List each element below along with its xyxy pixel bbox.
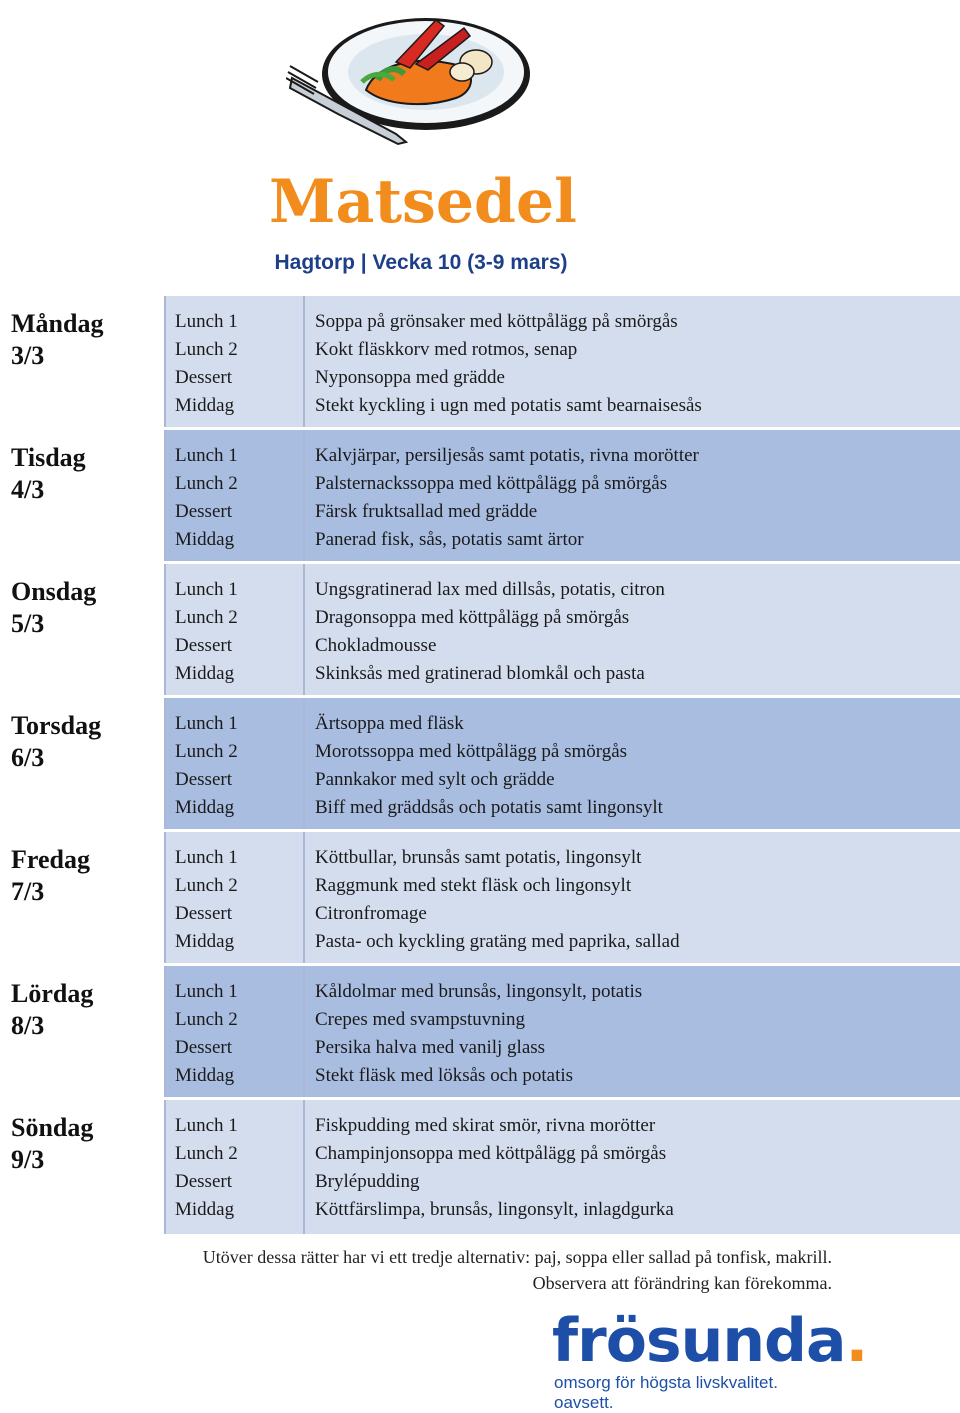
dish-lunch-2: Palsternackssoppa med köttpålägg på smörgås bbox=[315, 473, 668, 494]
frosunda-logo bbox=[552, 1306, 868, 1413]
dishes bbox=[303, 430, 960, 564]
dish-lunch-1: Köttbullar, brunsås samt potatis, lingonsylt bbox=[315, 847, 642, 868]
day-name: Fredag bbox=[11, 845, 90, 874]
meal-label-dessert: Dessert bbox=[175, 903, 232, 924]
meal-label-lunch-1: Lunch 1 bbox=[175, 713, 238, 734]
meal-label-lunch-1: Lunch 1 bbox=[175, 981, 238, 1002]
logo-word: frösunda bbox=[552, 1306, 846, 1376]
meal-labels bbox=[164, 430, 303, 564]
dishes bbox=[303, 966, 960, 1100]
logo-wordmark bbox=[552, 1306, 868, 1376]
dish-middag: Skinksås med gratinerad blomkål och pasta bbox=[315, 663, 645, 684]
day-name: Torsdag bbox=[11, 711, 102, 740]
meal-label-dessert: Dessert bbox=[175, 1037, 232, 1058]
dish-lunch-2: Crepes med svampstuvning bbox=[315, 1009, 526, 1030]
dish-middag: Biff med gräddsås och potatis samt lingonsylt bbox=[315, 797, 663, 818]
dishes bbox=[303, 1100, 960, 1234]
day-row-tuesday bbox=[0, 430, 960, 564]
day-cell bbox=[0, 1100, 164, 1234]
change-notice: Observera att förändring kan förekomma. bbox=[532, 1273, 832, 1293]
day-name: Måndag bbox=[11, 309, 104, 338]
meal-label-dessert: Dessert bbox=[175, 501, 232, 522]
meal-label-dessert: Dessert bbox=[175, 367, 232, 388]
dish-lunch-1: Kalvjärpar, persiljesås samt potatis, rivna morötter bbox=[315, 445, 699, 466]
day-name: Söndag bbox=[11, 1113, 94, 1142]
day-row-monday bbox=[0, 296, 960, 430]
day-cell bbox=[0, 832, 164, 966]
meal-label-lunch-2: Lunch 2 bbox=[175, 1143, 238, 1164]
meal-label-dessert: Dessert bbox=[175, 635, 232, 656]
dish-lunch-2: Raggmunk med stekt fläsk och lingonsylt bbox=[315, 875, 632, 896]
meal-label-lunch-2: Lunch 2 bbox=[175, 607, 238, 628]
meal-labels bbox=[164, 698, 303, 832]
meal-label-dessert: Dessert bbox=[175, 1171, 232, 1192]
day-row-sunday bbox=[0, 1100, 960, 1234]
dish-lunch-2: Kokt fläskkorv med rotmos, senap bbox=[315, 339, 578, 360]
day-row-saturday bbox=[0, 966, 960, 1100]
meal-label-middag: Middag bbox=[175, 529, 235, 550]
day-date: 7/3 bbox=[11, 877, 45, 906]
meal-labels bbox=[164, 296, 303, 430]
meal-label-lunch-1: Lunch 1 bbox=[175, 847, 238, 868]
meal-label-lunch-1: Lunch 1 bbox=[175, 445, 238, 466]
day-date: 3/3 bbox=[11, 341, 45, 370]
meal-label-lunch-2: Lunch 2 bbox=[175, 1009, 238, 1030]
day-row-thursday bbox=[0, 698, 960, 832]
dish-dessert: Citronfromage bbox=[315, 903, 427, 924]
dish-dessert: Färsk fruktsallad med grädde bbox=[315, 501, 538, 522]
dish-dessert: Nyponsoppa med grädde bbox=[315, 367, 505, 388]
meal-labels bbox=[164, 564, 303, 698]
dish-middag: Panerad fisk, sås, potatis samt ärtor bbox=[315, 529, 584, 550]
dish-lunch-1: Ungsgratinerad lax med dillsås, potatis, citron bbox=[315, 579, 665, 600]
dish-lunch-1: Soppa på grönsaker med köttpålägg på smörgås bbox=[315, 311, 678, 332]
day-date: 9/3 bbox=[11, 1145, 45, 1174]
dish-lunch-1: Kåldolmar med brunsås, lingonsylt, potatis bbox=[315, 981, 643, 1002]
meal-label-middag: Middag bbox=[175, 797, 235, 818]
meal-label-middag: Middag bbox=[175, 931, 235, 952]
dish-dessert: Brylépudding bbox=[315, 1171, 420, 1192]
meal-labels bbox=[164, 832, 303, 966]
page-subtitle: Hagtorp | Vecka 10 (3-9 mars) bbox=[274, 251, 568, 274]
meal-label-dessert: Dessert bbox=[175, 769, 232, 790]
meal-label-middag: Middag bbox=[175, 395, 235, 416]
dish-lunch-2: Morotssoppa med köttpålägg på smörgås bbox=[315, 741, 628, 762]
meal-labels bbox=[164, 1100, 303, 1234]
day-cell bbox=[0, 564, 164, 698]
meal-label-middag: Middag bbox=[175, 663, 235, 684]
day-cell bbox=[0, 966, 164, 1100]
alternative-note: Utöver dessa rätter har vi ett tredje alternativ: paj, soppa eller sallad på tonfisk, makrill. bbox=[202, 1247, 832, 1267]
dish-lunch-2: Champinjonsoppa med köttpålägg på smörgås bbox=[315, 1143, 667, 1164]
dish-dessert: Chokladmousse bbox=[315, 635, 437, 656]
weekly-menu-table bbox=[0, 296, 960, 1234]
day-date: 8/3 bbox=[11, 1011, 45, 1040]
dishes bbox=[303, 698, 960, 832]
logo-dot-icon: . bbox=[845, 1306, 868, 1376]
day-cell bbox=[0, 698, 164, 832]
day-name: Onsdag bbox=[11, 577, 97, 606]
day-row-friday bbox=[0, 832, 960, 966]
dishes bbox=[303, 296, 960, 430]
day-date: 5/3 bbox=[11, 609, 45, 638]
dish-middag: Stekt kyckling i ugn med potatis samt bearnaisesås bbox=[315, 395, 702, 416]
dish-middag: Köttfärslimpa, brunsås, lingonsylt, inlagdgurka bbox=[315, 1199, 674, 1220]
meal-label-lunch-2: Lunch 2 bbox=[175, 473, 238, 494]
dish-lunch-1: Fiskpudding med skirat smör, rivna morötter bbox=[315, 1115, 656, 1136]
meal-labels bbox=[164, 966, 303, 1100]
meal-label-lunch-2: Lunch 2 bbox=[175, 339, 238, 360]
day-name: Tisdag bbox=[11, 443, 86, 472]
day-name: Lördag bbox=[11, 979, 94, 1008]
dish-dessert: Pannkakor med sylt och grädde bbox=[315, 769, 555, 790]
day-date: 6/3 bbox=[11, 743, 45, 772]
meal-label-lunch-1: Lunch 1 bbox=[175, 1115, 238, 1136]
dish-lunch-1: Ärtsoppa med fläsk bbox=[315, 713, 464, 734]
meal-label-middag: Middag bbox=[175, 1199, 235, 1220]
dish-dessert: Persika halva med vanilj glass bbox=[315, 1037, 546, 1058]
dishes bbox=[303, 564, 960, 698]
day-cell bbox=[0, 430, 164, 564]
dishes bbox=[303, 832, 960, 966]
meal-label-lunch-1: Lunch 1 bbox=[175, 579, 238, 600]
day-cell bbox=[0, 296, 164, 430]
meal-label-lunch-2: Lunch 2 bbox=[175, 875, 238, 896]
plate-with-fish-and-fork-icon bbox=[286, 2, 556, 152]
dish-middag: Stekt fläsk med löksås och potatis bbox=[315, 1065, 574, 1086]
meal-label-lunch-2: Lunch 2 bbox=[175, 741, 238, 762]
day-row-wednesday bbox=[0, 564, 960, 698]
logo-tagline: omsorg för högsta livskvalitet. oavsett. bbox=[554, 1373, 778, 1412]
dish-lunch-2: Dragonsoppa med köttpålägg på smörgås bbox=[315, 607, 630, 628]
page-title: Matsedel bbox=[269, 167, 577, 237]
day-date: 4/3 bbox=[11, 475, 45, 504]
meal-label-lunch-1: Lunch 1 bbox=[175, 311, 238, 332]
dish-middag: Pasta- och kyckling gratäng med paprika, sallad bbox=[315, 931, 680, 952]
meal-label-middag: Middag bbox=[175, 1065, 235, 1086]
